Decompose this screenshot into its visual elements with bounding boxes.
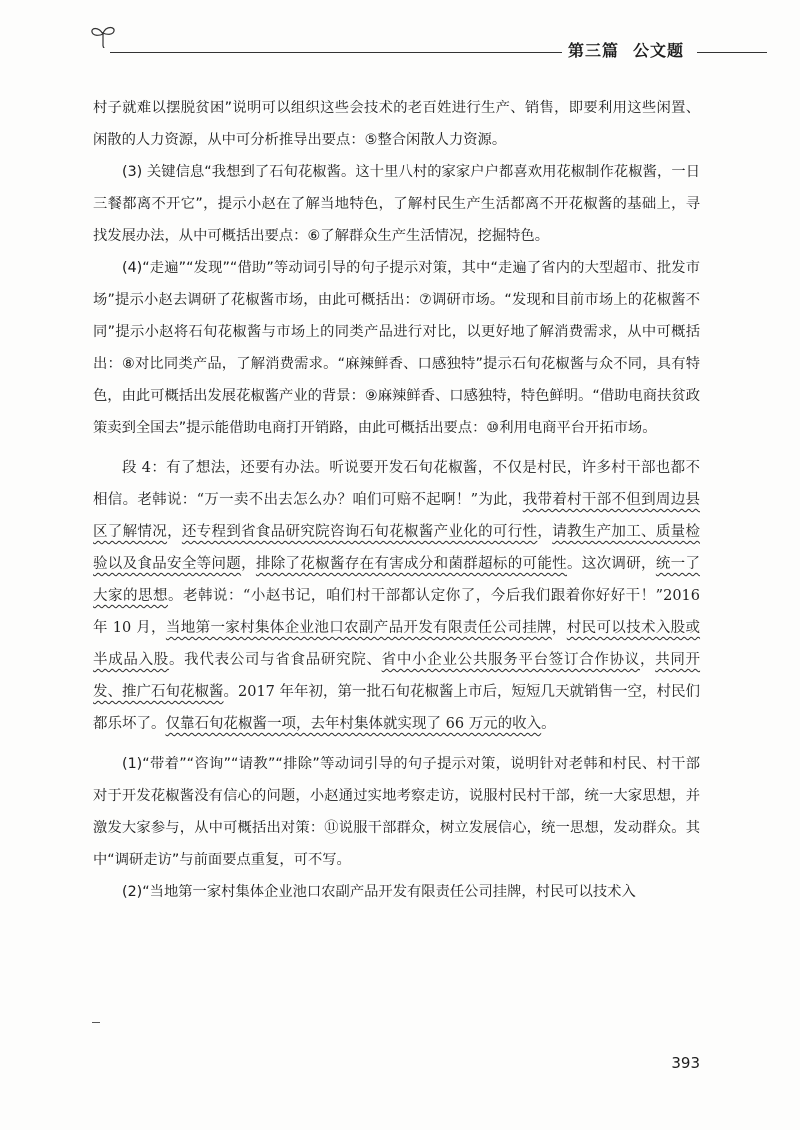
section-name: 公文题 — [633, 41, 685, 60]
analysis-paragraph: (1)“带着”“咨询”“请教”“排除”等动词引导的句子提示对策，说明针对老韩和村民、村干部对于开发花椒酱没有信心的问题，小赵通过实地考察走访，说服村民村干部，统一大家思想，并激发大家参与，从中可概括出对策：⑪说服干部群众，树立发展信心，统一思想，发动群众。其中“调研走访”与前面要点重复，可不写。 — [93, 756, 700, 868]
analysis-paragraph: 村子就难以摆脱贫困”说明可以组织这些会技术的老百姓进行生产、销售，即要利用这些闲置、闲散的人力资源，从中可分析推导出要点：⑤整合闲散人力资源。 — [93, 100, 700, 148]
page-header — [0, 0, 800, 70]
sprout-icon — [88, 22, 118, 48]
page-content — [93, 92, 700, 908]
section-part: 第三篇 — [568, 41, 620, 60]
margin-mark — [92, 1022, 100, 1023]
analysis-paragraph: (2)“当地第一家村集体企业池口农副产品开发有限责任公司挂牌，村民可以技术入 — [122, 884, 636, 900]
analysis-paragraph: (4)“走遍”“发现”“借助”等动词引导的句子提示对策，其中“走遍了省内的大型超市、批发市场”提示小赵去调研了花椒酱市场，由此可概括出：⑦调研市场。“发现和目前市场上的花椒酱不同”提示小赵将石旬花椒酱与市场上的同类产品进行对比，以更好地了解消费需求，从中可概括出：⑧对比同类产品，了解消费需求。“麻辣鲜香、口感独特”提示石旬花椒酱与众不同，具有特色，由此可概括出发展花椒酱产业的背景：⑨麻辣鲜香、口感独特，特色鲜明。“借助电商扶贫政策卖到全国去”提示能借助电商打开销路，由此可概括出要点：⑩利用电商平台开拓市场。 — [93, 260, 700, 436]
section-title — [568, 38, 694, 61]
analysis-paragraph: (3) 关键信息“我想到了石旬花椒酱。这十里八村的家家户户都喜欢用花椒制作花椒酱，一日三餐都离不开它”，提示小赵在了解当地特色，了解村民生产生活都离不开花椒酱的基础上，寻找发展办法，从中可概括出要点：⑥了解群众生产生活情况，挖掘特色。 — [93, 164, 700, 244]
material-paragraph: 段 4：有了想法，还要有办法。听说要开发石旬花椒酱，不仅是村民，许多村干部也都不相信。老韩说：“万一卖不出去怎么办？咱们可赔不起啊！”为此，我带着村干部不但到周边县区了解情况，还专程到省食品研究院咨询石旬花椒酱产业化的可行性，请教生产加工、质量检验以及食品安全等问题，排除了花椒酱存在有害成分和菌群超标的可能性。这次调研，统一了大家的思想。老韩说：“小赵书记，咱们村干部都认定你了，今后我们跟着你好好干！”2016 年 10 月，当地第一家村集体企业池口农副产品开发有限责任公司挂牌，村民可以技术入股或半成品入股。我代表公司与省食品研究院、省中小企业公共服务平台签订合作协议，共同开发、推广石旬花椒酱。2017 年年初，第一批石旬花椒酱上市后，短短几天就销售一空，村民们都乐坏了。仅靠石旬花椒酱一项，去年村集体就实现了 66 万元的收入。 — [93, 460, 701, 732]
header-rule-right — [697, 52, 767, 53]
page-number: 393 — [671, 1054, 700, 1072]
header-rule — [110, 52, 562, 53]
